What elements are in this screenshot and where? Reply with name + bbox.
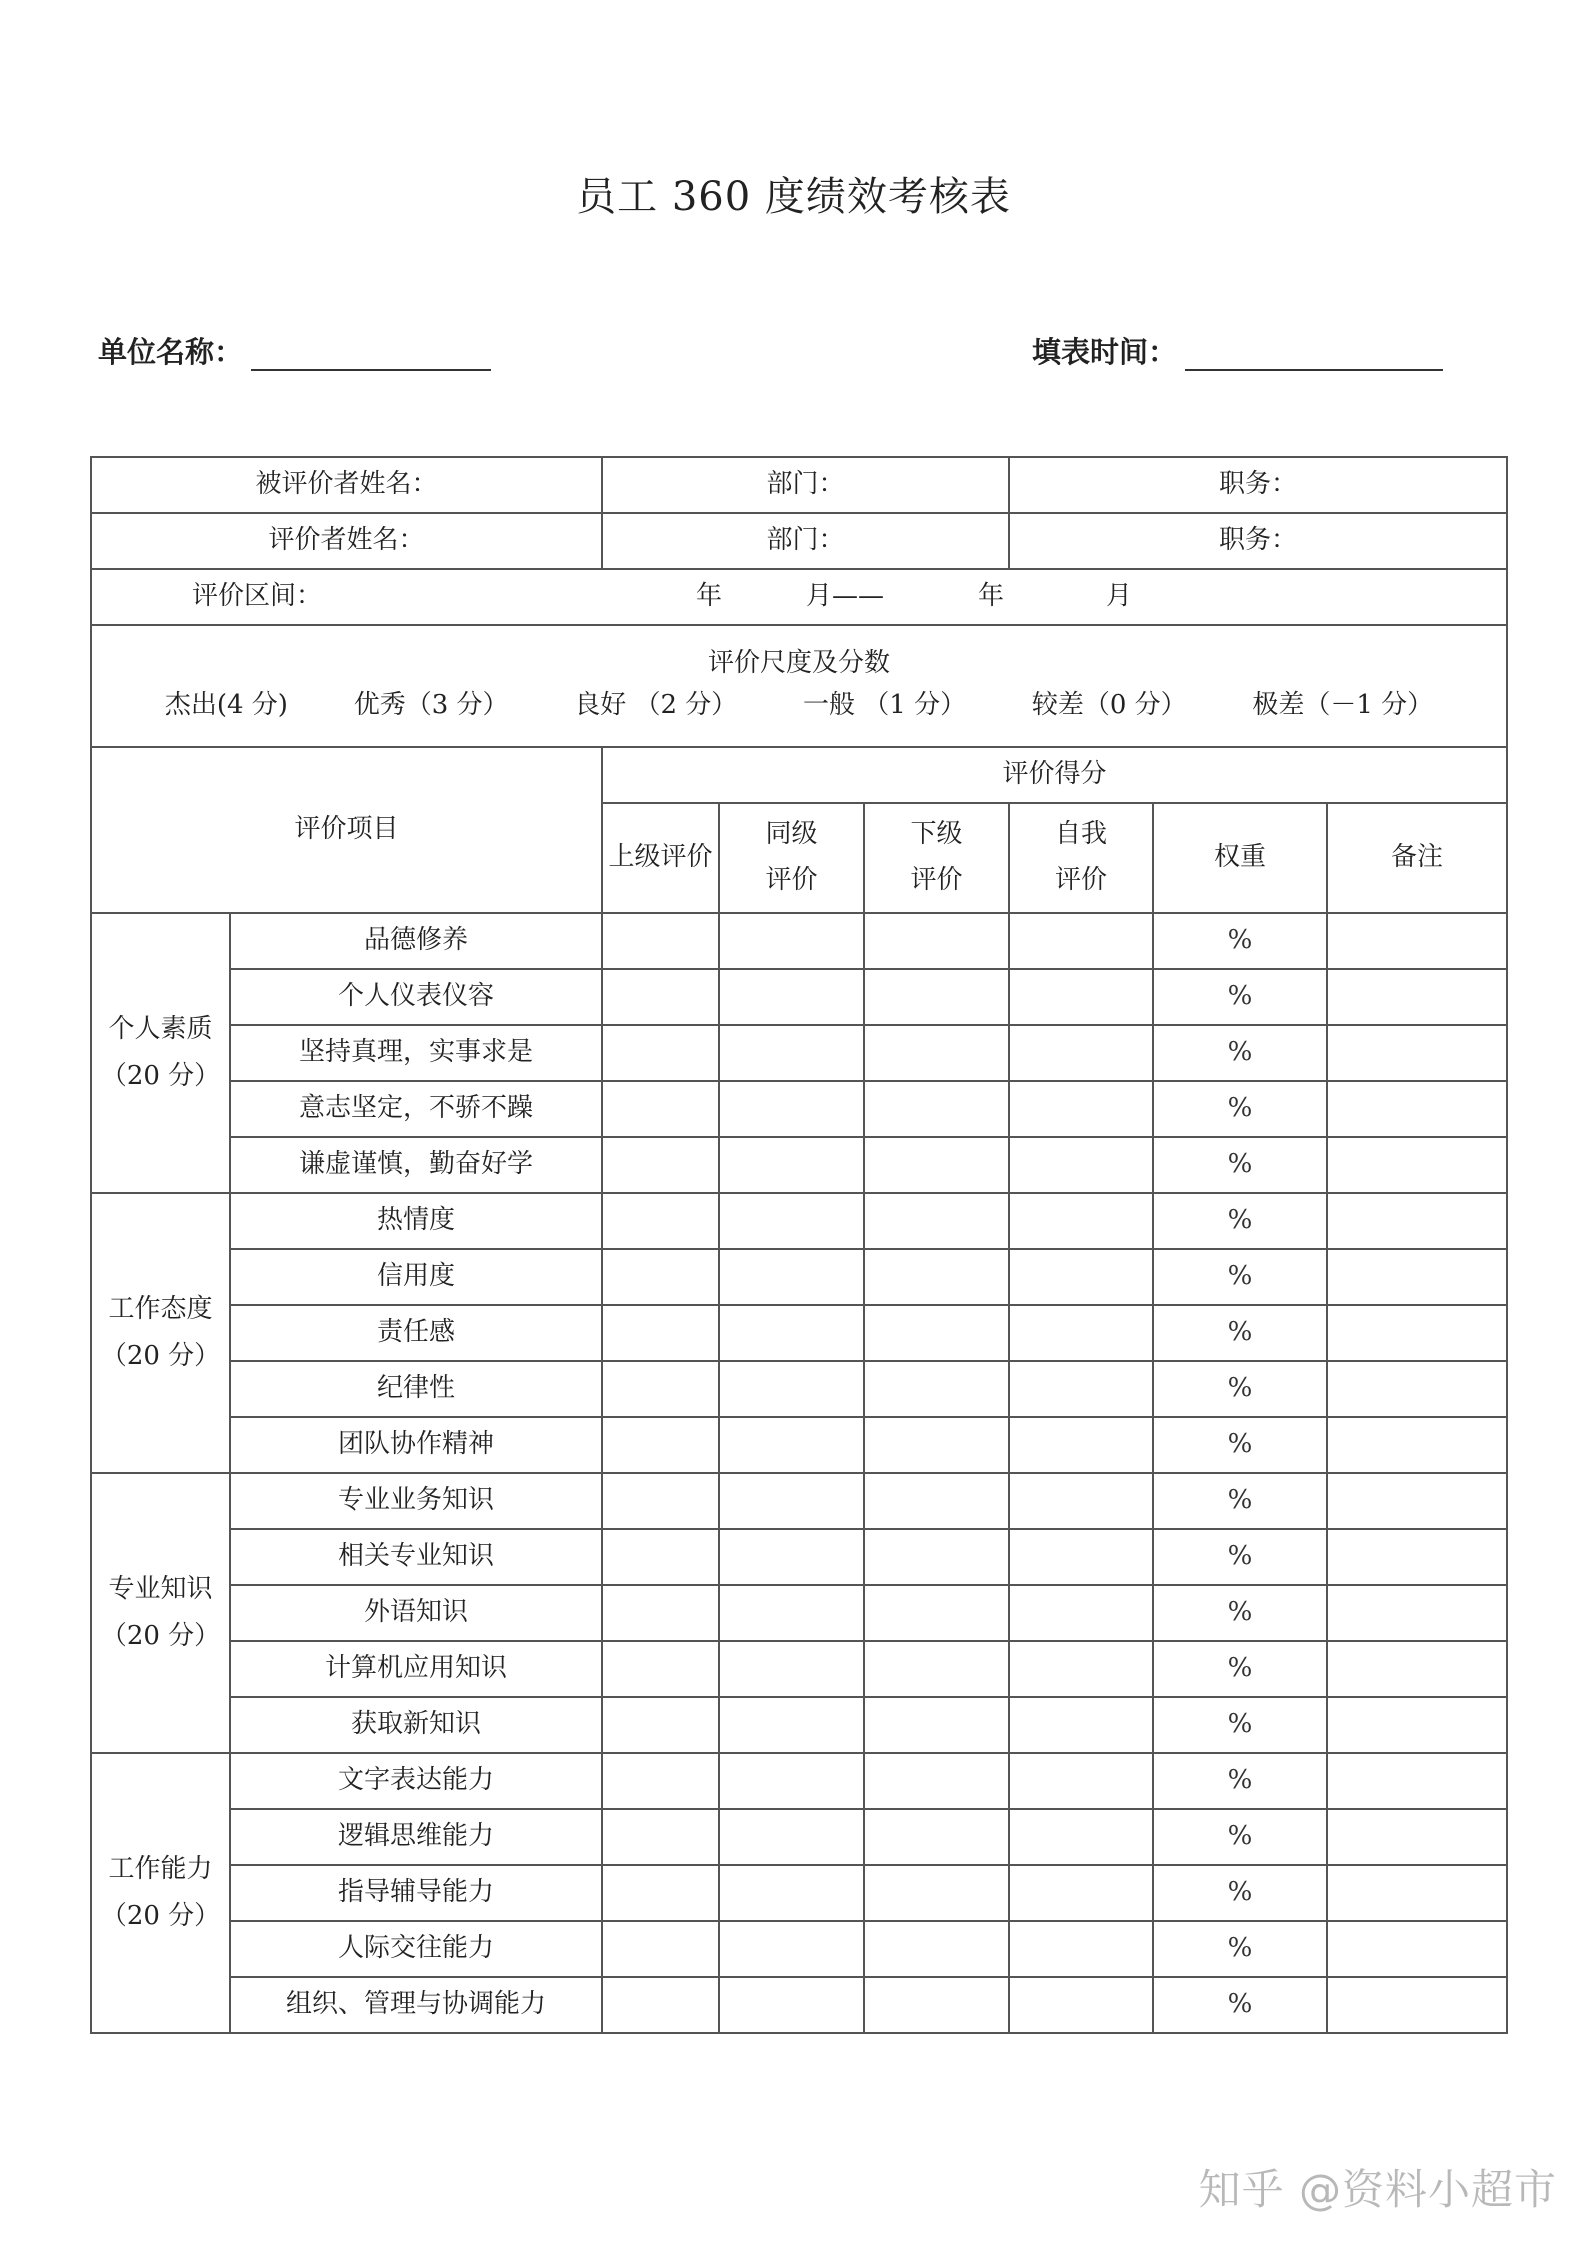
remark-header-label: 备注 — [1391, 842, 1444, 873]
evaluatee-row — [91, 457, 1507, 513]
item-label: 谦虚谨慎，勤奋好学 — [299, 1149, 534, 1180]
remark-cell[interactable] — [1327, 1921, 1507, 1977]
scale-item: 杰出(4 分) — [164, 690, 288, 720]
period-row — [91, 569, 1507, 625]
peer-score-cell[interactable] — [719, 1305, 864, 1361]
item-cell — [230, 1865, 602, 1921]
subordinate-score-cell[interactable] — [864, 969, 1009, 1025]
table-row — [91, 1305, 1507, 1361]
superior-score-cell[interactable] — [602, 1081, 719, 1137]
superior-score-cell[interactable] — [602, 1193, 719, 1249]
subordinate-score-cell[interactable] — [864, 1977, 1009, 2033]
evaluatee-position-label: 职务： — [1219, 469, 1298, 500]
item-label: 品德修养 — [364, 925, 469, 956]
period-month-end: 月 — [1105, 581, 1132, 612]
remark-cell[interactable] — [1327, 1081, 1507, 1137]
item-cell — [230, 1977, 602, 2033]
remark-cell[interactable] — [1327, 1305, 1507, 1361]
weight-cell[interactable] — [1153, 1361, 1327, 1417]
superior-score-cell[interactable] — [602, 1921, 719, 1977]
period-year-start: 年 — [695, 581, 722, 612]
evaluator-dept-cell[interactable] — [602, 513, 1009, 569]
percent-sign: % — [1227, 1821, 1253, 1852]
weight-cell[interactable] — [1153, 1529, 1327, 1585]
superior-score-cell[interactable] — [602, 1753, 719, 1809]
remark-cell[interactable] — [1327, 1641, 1507, 1697]
self-score-cell[interactable] — [1009, 1921, 1153, 1977]
category-cell — [91, 1473, 230, 1753]
subordinate-header — [864, 803, 1009, 913]
page-title: 员工 360 度绩效考核表 — [576, 174, 1011, 220]
category-name: 工作能力 — [108, 1854, 213, 1885]
subordinate-score-cell[interactable] — [864, 1193, 1009, 1249]
percent-sign: % — [1227, 1989, 1253, 2020]
table-row — [91, 1473, 1507, 1529]
percent-sign: % — [1227, 1429, 1253, 1460]
percent-sign: % — [1227, 1261, 1253, 1292]
weight-cell[interactable] — [1153, 1473, 1327, 1529]
weight-cell[interactable] — [1153, 1249, 1327, 1305]
table-row — [91, 1585, 1507, 1641]
percent-sign: % — [1227, 1933, 1253, 1964]
table-row — [91, 1529, 1507, 1585]
peer-score-cell[interactable] — [719, 1137, 864, 1193]
percent-sign: % — [1227, 1037, 1253, 1068]
peer-score-cell[interactable] — [719, 1025, 864, 1081]
item-cell — [230, 1249, 602, 1305]
peer-score-cell[interactable] — [719, 1921, 864, 1977]
weight-cell[interactable] — [1153, 1753, 1327, 1809]
self-header-line1: 自我 — [1055, 819, 1108, 850]
percent-sign: % — [1227, 1149, 1253, 1180]
fill-date-label: 填表时间： — [1032, 335, 1178, 369]
weight-cell[interactable] — [1153, 1417, 1327, 1473]
percent-sign: % — [1227, 1373, 1253, 1404]
item-header-label: 评价项目 — [294, 814, 399, 845]
item-label: 坚持真理，实事求是 — [299, 1037, 534, 1068]
remark-cell[interactable] — [1327, 1193, 1507, 1249]
self-header-line2: 评价 — [1055, 865, 1108, 895]
table-row — [91, 1809, 1507, 1865]
item-label: 个人仪表仪容 — [338, 981, 495, 1012]
remark-cell[interactable] — [1327, 1865, 1507, 1921]
item-cell — [230, 1193, 602, 1249]
self-score-cell[interactable] — [1009, 1305, 1153, 1361]
peer-score-cell[interactable] — [719, 1977, 864, 2033]
table-row — [91, 1641, 1507, 1697]
weight-header — [1153, 803, 1327, 913]
self-score-cell[interactable] — [1009, 1865, 1153, 1921]
superior-score-cell[interactable] — [602, 1809, 719, 1865]
remark-cell[interactable] — [1327, 1249, 1507, 1305]
subordinate-score-cell[interactable] — [864, 1753, 1009, 1809]
remark-cell[interactable] — [1327, 913, 1507, 969]
item-label: 组织、管理与协调能力 — [286, 1989, 547, 2020]
category-cell — [91, 1753, 230, 2033]
subordinate-score-cell[interactable] — [864, 1865, 1009, 1921]
peer-score-cell[interactable] — [719, 1193, 864, 1249]
table-row — [91, 1921, 1507, 1977]
self-score-cell[interactable] — [1009, 1417, 1153, 1473]
superior-score-cell[interactable] — [602, 969, 719, 1025]
percent-sign: % — [1227, 1205, 1253, 1236]
weight-cell[interactable] — [1153, 1025, 1327, 1081]
category-name: 个人素质 — [108, 1014, 213, 1045]
superior-header-label: 上级评价 — [608, 842, 713, 873]
weight-cell[interactable] — [1153, 1305, 1327, 1361]
item-label: 责任感 — [377, 1317, 456, 1348]
item-label: 外语知识 — [364, 1597, 469, 1628]
item-cell — [230, 1753, 602, 1809]
table-row — [91, 1361, 1507, 1417]
superior-score-cell[interactable] — [602, 1361, 719, 1417]
weight-cell[interactable] — [1153, 969, 1327, 1025]
subordinate-score-cell[interactable] — [864, 1921, 1009, 1977]
self-score-cell[interactable] — [1009, 1529, 1153, 1585]
item-label: 计算机应用知识 — [325, 1653, 508, 1684]
item-cell — [230, 913, 602, 969]
remark-cell[interactable] — [1327, 1473, 1507, 1529]
scale-cell — [91, 625, 1507, 747]
item-cell — [230, 1305, 602, 1361]
self-score-cell[interactable] — [1009, 1977, 1153, 2033]
weight-cell[interactable] — [1153, 1977, 1327, 2033]
self-score-cell[interactable] — [1009, 1585, 1153, 1641]
table-row — [91, 1137, 1507, 1193]
percent-sign: % — [1227, 1597, 1253, 1628]
superior-score-cell[interactable] — [602, 1529, 719, 1585]
self-score-cell[interactable] — [1009, 1025, 1153, 1081]
self-score-cell[interactable] — [1009, 1249, 1153, 1305]
scale-row — [91, 625, 1507, 747]
superior-score-cell[interactable] — [602, 1977, 719, 2033]
remark-cell[interactable] — [1327, 1585, 1507, 1641]
subordinate-score-cell[interactable] — [864, 1137, 1009, 1193]
peer-score-cell[interactable] — [719, 1473, 864, 1529]
category-name: 专业知识 — [108, 1574, 213, 1605]
category-points: （20 分） — [100, 1061, 221, 1091]
percent-sign: % — [1227, 1709, 1253, 1740]
score-group-label: 评价得分 — [1002, 759, 1107, 790]
unit-name-blank[interactable] — [251, 337, 491, 371]
remark-cell[interactable] — [1327, 1361, 1507, 1417]
self-score-cell[interactable] — [1009, 1361, 1153, 1417]
percent-sign: % — [1227, 981, 1253, 1012]
weight-cell[interactable] — [1153, 1081, 1327, 1137]
item-cell — [230, 1809, 602, 1865]
category-points: （20 分） — [100, 1341, 221, 1371]
item-cell — [230, 969, 602, 1025]
scale-title: 评价尺度及分数 — [708, 648, 891, 679]
item-cell — [230, 1025, 602, 1081]
item-header — [91, 747, 602, 913]
superior-score-cell[interactable] — [602, 1473, 719, 1529]
self-score-cell[interactable] — [1009, 1081, 1153, 1137]
evaluator-name-cell[interactable] — [91, 513, 602, 569]
item-label: 热情度 — [377, 1205, 456, 1236]
peer-score-cell[interactable] — [719, 1249, 864, 1305]
table-row — [91, 1417, 1507, 1473]
weight-cell[interactable] — [1153, 1809, 1327, 1865]
subordinate-score-cell[interactable] — [864, 1809, 1009, 1865]
item-label: 信用度 — [377, 1261, 456, 1292]
peer-score-cell[interactable] — [719, 969, 864, 1025]
subordinate-score-cell[interactable] — [864, 1641, 1009, 1697]
scale-item: 优秀（3 分） — [353, 690, 509, 720]
peer-score-cell[interactable] — [719, 1417, 864, 1473]
percent-sign: % — [1227, 1765, 1253, 1796]
self-header — [1009, 803, 1153, 913]
item-label: 纪律性 — [377, 1373, 456, 1404]
unit-name-label: 单位名称： — [98, 335, 244, 369]
table-row — [91, 1977, 1507, 2033]
evaluator-name-label: 评价者姓名： — [268, 525, 425, 556]
table-row — [91, 969, 1507, 1025]
self-score-cell[interactable] — [1009, 1641, 1153, 1697]
peer-score-cell[interactable] — [719, 1753, 864, 1809]
scale-item: 较差（0 分） — [1031, 690, 1187, 720]
self-score-cell[interactable] — [1009, 1137, 1153, 1193]
weight-cell[interactable] — [1153, 1921, 1327, 1977]
item-cell — [230, 1641, 602, 1697]
subordinate-score-cell[interactable] — [864, 1361, 1009, 1417]
subordinate-score-cell[interactable] — [864, 1417, 1009, 1473]
remark-cell[interactable] — [1327, 1529, 1507, 1585]
item-label: 专业业务知识 — [338, 1485, 495, 1516]
percent-sign: % — [1227, 925, 1253, 956]
scale-item: 良好 （2 分） — [574, 690, 738, 720]
percent-sign: % — [1227, 1877, 1253, 1908]
peer-header — [719, 803, 864, 913]
scale-item: 极差（－1 分） — [1252, 690, 1434, 720]
period-label: 评价区间： — [191, 581, 322, 612]
remark-cell[interactable] — [1327, 1025, 1507, 1081]
remark-header — [1327, 803, 1507, 913]
remark-cell[interactable] — [1327, 1417, 1507, 1473]
peer-score-cell[interactable] — [719, 1865, 864, 1921]
weight-cell[interactable] — [1153, 1585, 1327, 1641]
peer-header-line1: 同级 — [765, 819, 818, 850]
score-group-header — [602, 747, 1507, 803]
weight-cell[interactable] — [1153, 1137, 1327, 1193]
subordinate-score-cell[interactable] — [864, 1473, 1009, 1529]
period-month-start: 月—— — [805, 581, 884, 612]
peer-header-line2: 评价 — [765, 865, 818, 895]
superior-score-cell[interactable] — [602, 1137, 719, 1193]
evaluator-position-label: 职务： — [1219, 525, 1298, 556]
percent-sign: % — [1227, 1317, 1253, 1348]
remark-cell[interactable] — [1327, 1753, 1507, 1809]
header-row-1 — [91, 747, 1507, 803]
evaluator-row — [91, 513, 1507, 569]
subordinate-score-cell[interactable] — [864, 1697, 1009, 1753]
superior-score-cell[interactable] — [602, 1641, 719, 1697]
period-year-end: 年 — [977, 581, 1004, 612]
item-cell — [230, 1529, 602, 1585]
weight-cell[interactable] — [1153, 1193, 1327, 1249]
superior-score-cell[interactable] — [602, 1025, 719, 1081]
scale-item: 一般 （1 分） — [803, 690, 967, 720]
fill-date-blank[interactable] — [1185, 337, 1443, 371]
item-label: 逻辑思维能力 — [338, 1821, 495, 1852]
self-score-cell[interactable] — [1009, 1753, 1153, 1809]
superior-score-cell[interactable] — [602, 1305, 719, 1361]
period-cell[interactable] — [91, 569, 1507, 625]
peer-score-cell[interactable] — [719, 913, 864, 969]
fill-date-field — [1032, 330, 1443, 371]
evaluator-position-cell[interactable] — [1009, 513, 1507, 569]
item-label: 文字表达能力 — [338, 1765, 495, 1796]
evaluatee-name-label: 被评价者姓名： — [255, 469, 438, 500]
remark-cell[interactable] — [1327, 969, 1507, 1025]
category-cell — [91, 1193, 230, 1473]
peer-score-cell[interactable] — [719, 1641, 864, 1697]
category-cell — [91, 913, 230, 1193]
self-score-cell[interactable] — [1009, 1697, 1153, 1753]
peer-score-cell[interactable] — [719, 1585, 864, 1641]
evaluatee-name-cell[interactable] — [91, 457, 602, 513]
weight-cell[interactable] — [1153, 1697, 1327, 1753]
watermark: 知乎 @资料小超市 — [1198, 2165, 1557, 2214]
item-cell — [230, 1585, 602, 1641]
evaluatee-position-cell[interactable] — [1009, 457, 1507, 513]
subordinate-score-cell[interactable] — [864, 1529, 1009, 1585]
evaluation-table — [90, 456, 1508, 2034]
superior-score-cell[interactable] — [602, 1585, 719, 1641]
item-cell — [230, 1473, 602, 1529]
peer-score-cell[interactable] — [719, 1697, 864, 1753]
percent-sign: % — [1227, 1093, 1253, 1124]
evaluatee-dept-label: 部门： — [766, 469, 845, 500]
item-cell — [230, 1137, 602, 1193]
table-row — [91, 913, 1507, 969]
table-row — [91, 1193, 1507, 1249]
superior-score-cell[interactable] — [602, 913, 719, 969]
superior-score-cell[interactable] — [602, 1697, 719, 1753]
peer-score-cell[interactable] — [719, 1529, 864, 1585]
subordinate-score-cell[interactable] — [864, 1585, 1009, 1641]
item-cell — [230, 1081, 602, 1137]
subordinate-score-cell[interactable] — [864, 1025, 1009, 1081]
self-score-cell[interactable] — [1009, 1193, 1153, 1249]
self-score-cell[interactable] — [1009, 1473, 1153, 1529]
self-score-cell[interactable] — [1009, 969, 1153, 1025]
weight-cell[interactable] — [1153, 913, 1327, 969]
item-label: 团队协作精神 — [338, 1429, 495, 1460]
remark-cell[interactable] — [1327, 1977, 1507, 2033]
superior-score-cell[interactable] — [602, 1417, 719, 1473]
percent-sign: % — [1227, 1541, 1253, 1572]
remark-cell[interactable] — [1327, 1137, 1507, 1193]
subordinate-score-cell[interactable] — [864, 1305, 1009, 1361]
self-score-cell[interactable] — [1009, 913, 1153, 969]
subordinate-header-line2: 评价 — [910, 865, 963, 895]
subordinate-header-line1: 下级 — [910, 819, 963, 850]
table-row — [91, 1753, 1507, 1809]
superior-score-cell[interactable] — [602, 1249, 719, 1305]
table-row — [91, 1697, 1507, 1753]
peer-score-cell[interactable] — [719, 1361, 864, 1417]
table-row — [91, 1025, 1507, 1081]
item-label: 意志坚定，不骄不躁 — [299, 1093, 534, 1124]
subordinate-score-cell[interactable] — [864, 1081, 1009, 1137]
item-cell — [230, 1417, 602, 1473]
item-cell — [230, 1361, 602, 1417]
item-cell — [230, 1921, 602, 1977]
remark-cell[interactable] — [1327, 1809, 1507, 1865]
table-row — [91, 1865, 1507, 1921]
item-label: 指导辅导能力 — [338, 1877, 495, 1908]
item-label: 人际交往能力 — [338, 1933, 495, 1964]
superior-score-cell[interactable] — [602, 1865, 719, 1921]
item-label: 获取新知识 — [351, 1709, 482, 1740]
superior-header — [602, 803, 719, 913]
category-points: （20 分） — [100, 1901, 221, 1931]
item-cell — [230, 1697, 602, 1753]
scale-items — [92, 681, 1506, 735]
table-row — [91, 1249, 1507, 1305]
percent-sign: % — [1227, 1653, 1253, 1684]
remark-cell[interactable] — [1327, 1697, 1507, 1753]
weight-header-label: 权重 — [1214, 842, 1267, 873]
weight-cell[interactable] — [1153, 1641, 1327, 1697]
weight-cell[interactable] — [1153, 1865, 1327, 1921]
subordinate-score-cell[interactable] — [864, 913, 1009, 969]
item-label: 相关专业知识 — [338, 1541, 495, 1572]
percent-sign: % — [1227, 1485, 1253, 1516]
peer-score-cell[interactable] — [719, 1081, 864, 1137]
table-row — [91, 1081, 1507, 1137]
subordinate-score-cell[interactable] — [864, 1249, 1009, 1305]
category-name: 工作态度 — [108, 1294, 213, 1325]
category-points: （20 分） — [100, 1621, 221, 1651]
peer-score-cell[interactable] — [719, 1809, 864, 1865]
unit-name-field — [98, 330, 491, 371]
evaluator-dept-label: 部门： — [766, 525, 845, 556]
self-score-cell[interactable] — [1009, 1809, 1153, 1865]
evaluatee-dept-cell[interactable] — [602, 457, 1009, 513]
